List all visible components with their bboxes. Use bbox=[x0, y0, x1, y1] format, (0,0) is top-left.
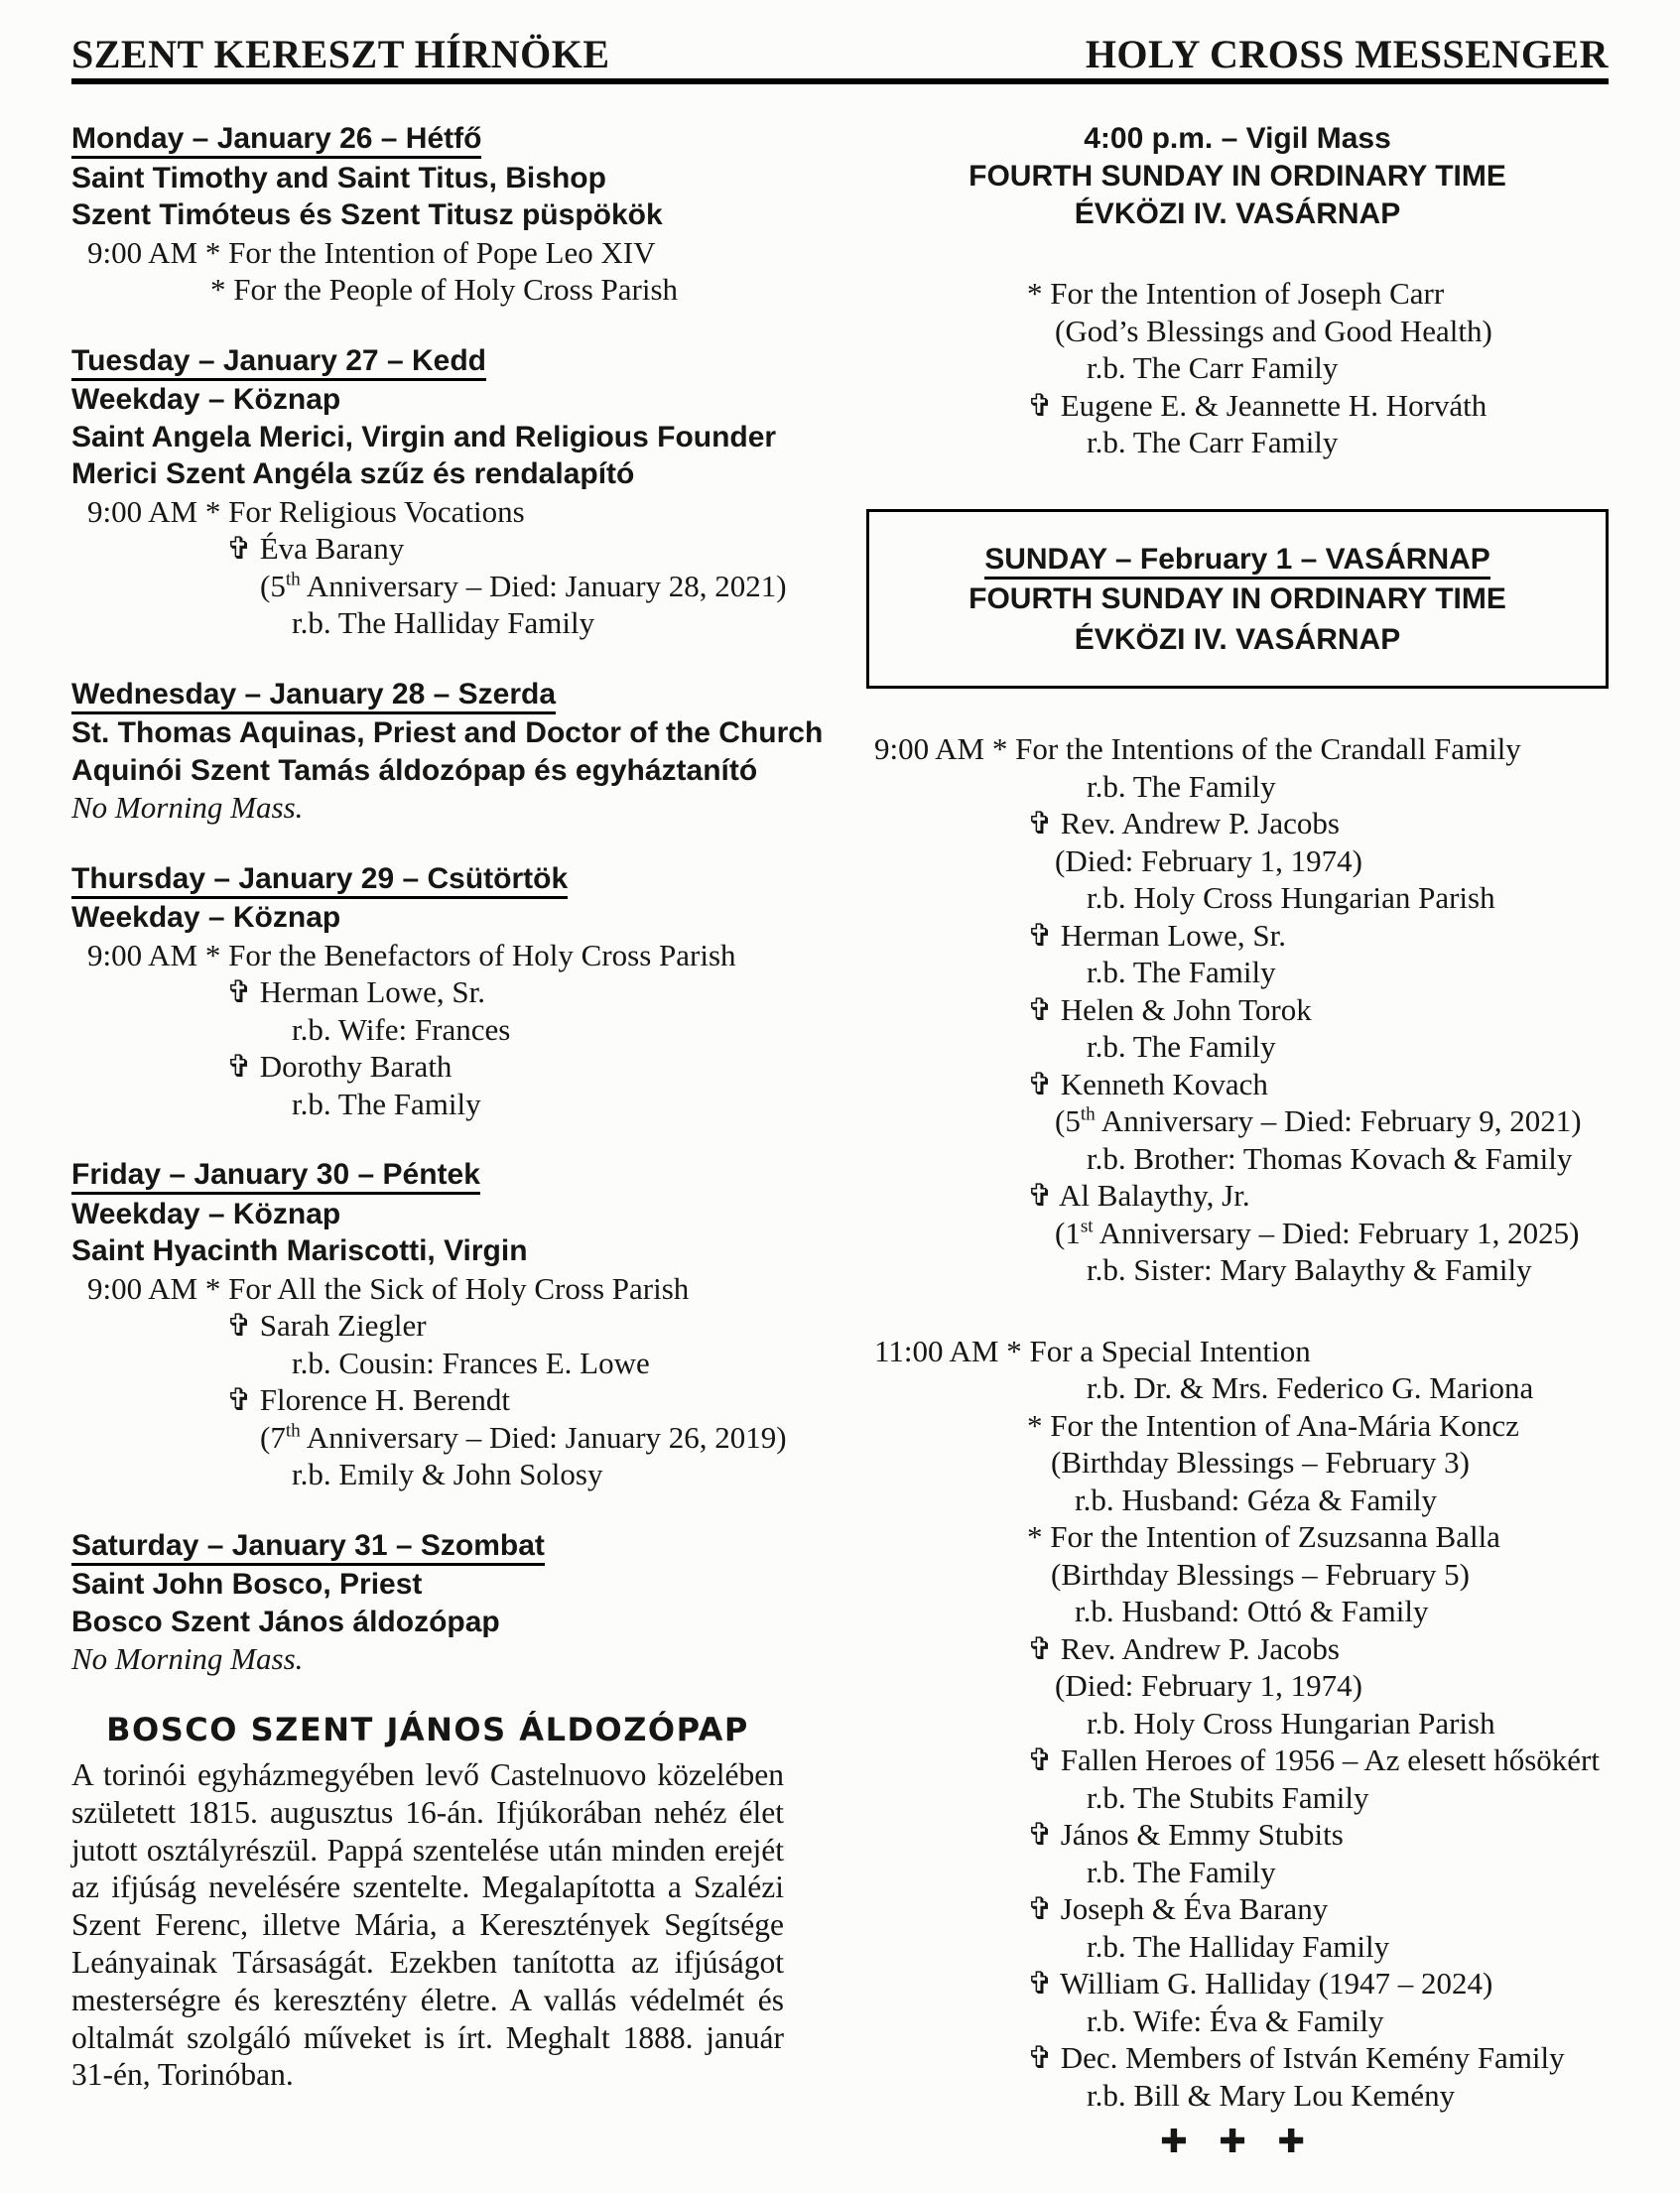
memorial-line: ✞ Florence H. Berendt bbox=[226, 1382, 510, 1417]
day-heading bbox=[71, 120, 784, 158]
offered-by-line: r.b. Brother: Thomas Kovach & Family bbox=[1087, 1140, 1573, 1176]
feast-title-line: Weekday – Köznap bbox=[71, 1197, 341, 1230]
feast-title-line: Weekday – Köznap bbox=[71, 901, 341, 934]
day-section-monday bbox=[71, 120, 784, 309]
intention-line: * For the Intention of Ana-Mária Koncz bbox=[1027, 1407, 1519, 1443]
offered-by-line: r.b. The Family bbox=[1087, 1029, 1276, 1064]
offered-by-line: r.b. The Halliday Family bbox=[292, 605, 595, 640]
memorial-line: ✞ Eugene E. & Jeannette H. Horváth bbox=[1027, 387, 1487, 423]
article-title: BOSCO SZENT JÁNOS ÁLDOZÓPAP bbox=[106, 1710, 749, 1748]
memorial-line: ✞ Herman Lowe, Sr. bbox=[1027, 917, 1287, 953]
day-heading bbox=[71, 342, 784, 380]
offered-by-line: r.b. The Halliday Family bbox=[1087, 1928, 1390, 1964]
bulletin-masthead bbox=[71, 34, 1609, 84]
day-heading bbox=[71, 860, 784, 898]
mass-time-line: 9:00 AM * For the Benefactors of Holy Cross Parish bbox=[87, 937, 736, 972]
memorial-line: ✞ William G. Halliday (1947 – 2024) bbox=[1027, 1966, 1493, 2000]
sunday-box-title bbox=[877, 540, 1598, 580]
three-crosses-icon: ✚ ✚ ✚ bbox=[1160, 2122, 1315, 2160]
feast-title-line: Saint Angela Merici, Virgin and Religious Founder bbox=[71, 420, 777, 453]
offered-by-line: r.b. The Carr Family bbox=[1087, 350, 1339, 385]
offered-by-line: r.b. Wife: Éva & Family bbox=[1087, 2002, 1384, 2038]
sunday-schedule-column bbox=[866, 120, 1609, 2193]
memorial-line: ✞ János & Emmy Stubits bbox=[1027, 1817, 1344, 1852]
hungarian-masthead-title: SZENT KERESZT HÍRNÖKE bbox=[71, 32, 610, 76]
memorial-line: ✞ Al Balaythy, Jr. bbox=[1027, 1178, 1250, 1213]
offered-by-line: r.b. Cousin: Frances E. Lowe bbox=[292, 1345, 650, 1380]
memorial-line: ✞ Helen & John Torok bbox=[1027, 991, 1312, 1027]
anniversary-note-line: (7th Anniversary – Died: January 26, 2019) bbox=[260, 1419, 787, 1455]
intention-line: * For the Intention of Zsuzsanna Balla bbox=[1027, 1519, 1500, 1554]
day-section-saturday bbox=[71, 1527, 784, 1678]
vigil-sunday-title-en: FOURTH SUNDAY IN ORDINARY TIME bbox=[969, 160, 1506, 193]
mass-time-line: 9:00 AM * For All the Sick of Holy Cross Parish bbox=[87, 1270, 690, 1306]
mass-time-line: 9:00 AM * For the Intentions of the Crandall Family bbox=[874, 731, 1521, 766]
no-mass-note: No Morning Mass. bbox=[71, 1641, 304, 1676]
offered-by-line: r.b. Husband: Ottó & Family bbox=[1075, 1594, 1429, 1628]
offered-by-line: r.b. Dr. & Mrs. Federico G. Mariona bbox=[1087, 1370, 1534, 1405]
day-section-thursday bbox=[71, 860, 784, 1123]
offered-by-line: r.b. Sister: Mary Balaythy & Family bbox=[1087, 1252, 1532, 1287]
anniversary-note-line: (5th Anniversary – Died: February 9, 2021) bbox=[1055, 1103, 1582, 1138]
memorial-line: ✞ Dorothy Barath bbox=[226, 1049, 452, 1084]
mass-time-line: 9:00 AM * For the Intention of Pope Leo XIV bbox=[87, 234, 656, 270]
feast-title-line: Saint Hyacinth Mariscotti, Virgin bbox=[71, 1234, 528, 1267]
memorial-line: ✞ Joseph & Éva Barany bbox=[1027, 1891, 1329, 1926]
article-body: A torinói egyházmegyében levő Castelnuovo közelében született 1815. augusztus 16-án. Ifjúkorában nehéz élet jutott osztályrészül. Pappá szentelése után minden erejét az ifjúság nevelésére szentelte. Megalapította a Szalézi Szent Ferenc, illetve Mária, a Keresztények Segítsége Leányainak Társaságát. Ezekben tanította az ifjúságot mesterségre és keresztény életre. A vallás védelmét és oltalmát szolgáló műveket is írt. Meghalt 1888. január 31-én, Torinóban. bbox=[71, 1757, 784, 2093]
feast-title-line: Weekday – Köznap bbox=[71, 383, 341, 416]
offered-by-line: r.b. The Family bbox=[1087, 768, 1276, 804]
day-heading-text: Thursday – January 29 – Csütörtök bbox=[71, 862, 568, 899]
day-heading-text: Monday – January 26 – Hétfő bbox=[71, 122, 481, 159]
vigil-mass-heading bbox=[866, 120, 1609, 233]
anniversary-note-line: (Died: February 1, 1974) bbox=[1055, 842, 1362, 878]
memorial-line: ✞ Dec. Members of István Kemény Family bbox=[1027, 2040, 1565, 2075]
english-masthead-title: HOLY CROSS MESSENGER bbox=[1085, 32, 1609, 76]
sunday-box-title-en: FOURTH SUNDAY IN ORDINARY TIME bbox=[969, 582, 1506, 615]
feast-title-line: Merici Szent Angéla szűz és rendalapító bbox=[71, 457, 635, 490]
feast-title-line: Bosco Szent János áldozópap bbox=[71, 1605, 500, 1638]
feast-title-line: Aquinói Szent Tamás áldozópap és egyháztanító bbox=[71, 753, 758, 787]
anniversary-note-line: (1st Anniversary – Died: February 1, 2025) bbox=[1055, 1215, 1580, 1250]
offered-by-line: r.b. Bill & Mary Lou Kemény bbox=[1087, 2077, 1456, 2113]
day-heading bbox=[71, 1527, 784, 1565]
day-heading bbox=[71, 676, 784, 713]
offered-by-line: r.b. Holy Cross Hungarian Parish bbox=[1087, 1705, 1495, 1741]
weekday-schedule-column bbox=[71, 120, 824, 2193]
offered-by-line: r.b. The Family bbox=[1087, 1854, 1276, 1889]
anniversary-note-line: (5th Anniversary – Died: January 28, 2021) bbox=[260, 568, 787, 603]
blessing-note-line: (Birthday Blessings – February 5) bbox=[1051, 1556, 1470, 1592]
day-heading-text: Tuesday – January 27 – Kedd bbox=[71, 344, 486, 381]
offered-by-line: r.b. Wife: Frances bbox=[292, 1011, 511, 1047]
feast-title-line: Saint Timothy and Saint Titus, Bishop bbox=[71, 161, 606, 194]
no-mass-note: No Morning Mass. bbox=[71, 790, 304, 825]
day-heading-text: Friday – January 30 – Péntek bbox=[71, 1158, 480, 1195]
two-column-layout bbox=[71, 120, 1609, 2193]
day-heading-text: Saturday – January 31 – Szombat bbox=[71, 1529, 545, 1566]
day-section-friday bbox=[71, 1156, 787, 1493]
offered-by-line: r.b. The Family bbox=[1087, 955, 1276, 989]
blessing-note-line: (Birthday Blessings – February 3) bbox=[1051, 1445, 1470, 1480]
offered-by-line: r.b. Husband: Géza & Family bbox=[1075, 1482, 1438, 1517]
feast-title-line: Saint John Bosco, Priest bbox=[71, 1568, 423, 1601]
memorial-line: ✞ Herman Lowe, Sr. bbox=[226, 974, 486, 1009]
mass-time-line: 9:00 AM * For Religious Vocations bbox=[87, 493, 525, 529]
day-section-wednesday bbox=[71, 676, 824, 827]
sunday-box-title-text: SUNDAY – February 1 – VASÁRNAP bbox=[984, 543, 1490, 580]
day-heading-text: Wednesday – January 28 – Szerda bbox=[71, 678, 556, 714]
offered-by-line: r.b. The Family bbox=[292, 1086, 481, 1121]
memorial-line: ✞ Kenneth Kovach bbox=[1027, 1066, 1268, 1101]
offered-by-line: r.b. The Carr Family bbox=[1087, 425, 1339, 459]
intention-line: * For the People of Holy Cross Parish bbox=[210, 272, 679, 307]
blessing-note-line: (God’s Blessings and Good Health) bbox=[1055, 313, 1492, 348]
memorial-line: ✞ Fallen Heroes of 1956 – Az elesett hősökért bbox=[1027, 1742, 1600, 1777]
offered-by-line: r.b. The Stubits Family bbox=[1087, 1779, 1369, 1815]
offered-by-line: r.b. Emily & John Solosy bbox=[292, 1457, 603, 1491]
day-heading bbox=[71, 1156, 784, 1194]
feast-title-line: St. Thomas Aquinas, Priest and Doctor of the Church bbox=[71, 716, 824, 749]
mass-list-900am bbox=[866, 730, 1609, 1289]
memorial-line: ✞ Rev. Andrew P. Jacobs bbox=[1027, 806, 1340, 840]
intention-line: * For the Intention of Joseph Carr bbox=[1027, 276, 1445, 311]
sunday-box-title-hu: ÉVKÖZI IV. VASÁRNAP bbox=[1074, 622, 1401, 656]
feast-title-line: Szent Timóteus és Szent Titusz püspökök bbox=[71, 198, 663, 231]
vigil-intentions-list bbox=[866, 275, 1609, 461]
memorial-line: ✞ Sarah Ziegler bbox=[226, 1308, 427, 1343]
mass-list-1100am bbox=[866, 1333, 1609, 2115]
memorial-line: ✞ Éva Barany bbox=[226, 531, 405, 566]
saint-article bbox=[71, 1712, 784, 2095]
sunday-box bbox=[866, 509, 1609, 690]
day-section-tuesday bbox=[71, 342, 787, 642]
offered-by-line: r.b. Holy Cross Hungarian Parish bbox=[1087, 880, 1495, 915]
vigil-time-line: 4:00 p.m. – Vigil Mass bbox=[1084, 122, 1391, 155]
anniversary-note-line: (Died: February 1, 1974) bbox=[1055, 1668, 1362, 1703]
memorial-line: ✞ Rev. Andrew P. Jacobs bbox=[1027, 1630, 1340, 1666]
mass-time-line: 11:00 AM * For a Special Intention bbox=[874, 1333, 1311, 1368]
vigil-sunday-title-hu: ÉVKÖZI IV. VASÁRNAP bbox=[1074, 197, 1401, 230]
